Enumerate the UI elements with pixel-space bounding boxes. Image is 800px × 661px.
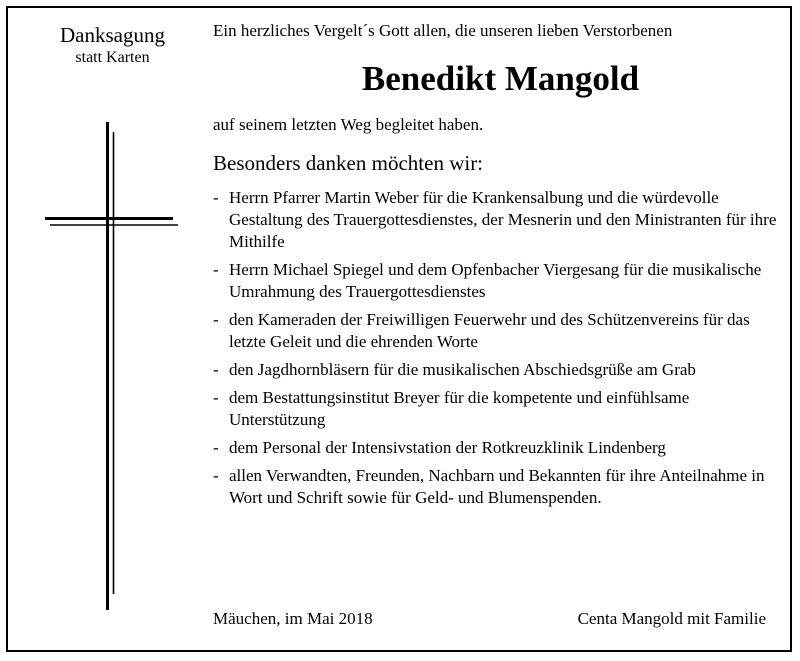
dash-marker: - (213, 188, 219, 207)
list-item (213, 187, 778, 253)
dash-marker: - (213, 388, 219, 407)
signature: Centa Mangold mit Familie (577, 609, 766, 628)
dash-marker: - (213, 360, 219, 379)
list-item (213, 437, 778, 459)
intro-text: Ein herzliches Vergelt´s Gott allen, die unseren lieben Verstorbenen (213, 21, 673, 40)
dash-marker: - (213, 310, 219, 329)
dash-marker: - (213, 466, 219, 485)
dash-marker: - (213, 260, 219, 279)
after-text: auf seinem letzten Weg begleitet haben. (213, 115, 484, 134)
dash-marker: - (213, 438, 219, 457)
statt-karten-subheading: statt Karten (75, 49, 150, 66)
place-date: Mäuchen, im Mai 2018 (213, 609, 373, 628)
thanks-item-text: Herrn Michael Spiegel und dem Opfenbacher Viergesang für die musikalische Umrahmung des Trauergottesdienstes (229, 260, 762, 301)
list-item (213, 387, 778, 431)
thanks-list (213, 187, 778, 509)
deceased-name: Benedikt Mangold (361, 59, 640, 98)
danksagung-heading: Danksagung (60, 23, 165, 47)
list-item (213, 465, 778, 509)
thanks-item-text: dem Bestattungsinstitut Breyer für die kompetente und einfühlsame Unterstützung (229, 388, 690, 429)
thanks-heading: Besonders danken möchten wir: (213, 151, 484, 175)
thanks-item-text: dem Personal der Intensivstation der Rotkreuzklinik Lindenberg (229, 438, 666, 457)
notice-footer (213, 608, 766, 630)
left-column (40, 22, 185, 68)
thanks-item-text: allen Verwandten, Freunden, Nachbarn und Bekannten für ihre Anteilnahme in Wort und Schrift sowie für Geld- und Blumenspenden. (229, 466, 765, 507)
list-item (213, 259, 778, 303)
thanks-item-text: Herrn Pfarrer Martin Weber für die Krankensalbung und die würdevolle Gestaltung des Trauergottesdienstes, der Mesnerin und den Ministranten für ihre Mithilfe (229, 188, 777, 251)
notice-body (213, 19, 778, 515)
list-item (213, 359, 778, 381)
list-item (213, 309, 778, 353)
thanks-item-text: den Kameraden der Freiwilligen Feuerwehr und des Schützenvereins für das letzte Geleit und die ehrenden Worte (229, 310, 750, 351)
cross-icon (40, 118, 185, 638)
thanks-item-text: den Jagdhornbläsern für die musikalischen Abschiedsgrüße am Grab (229, 360, 696, 379)
